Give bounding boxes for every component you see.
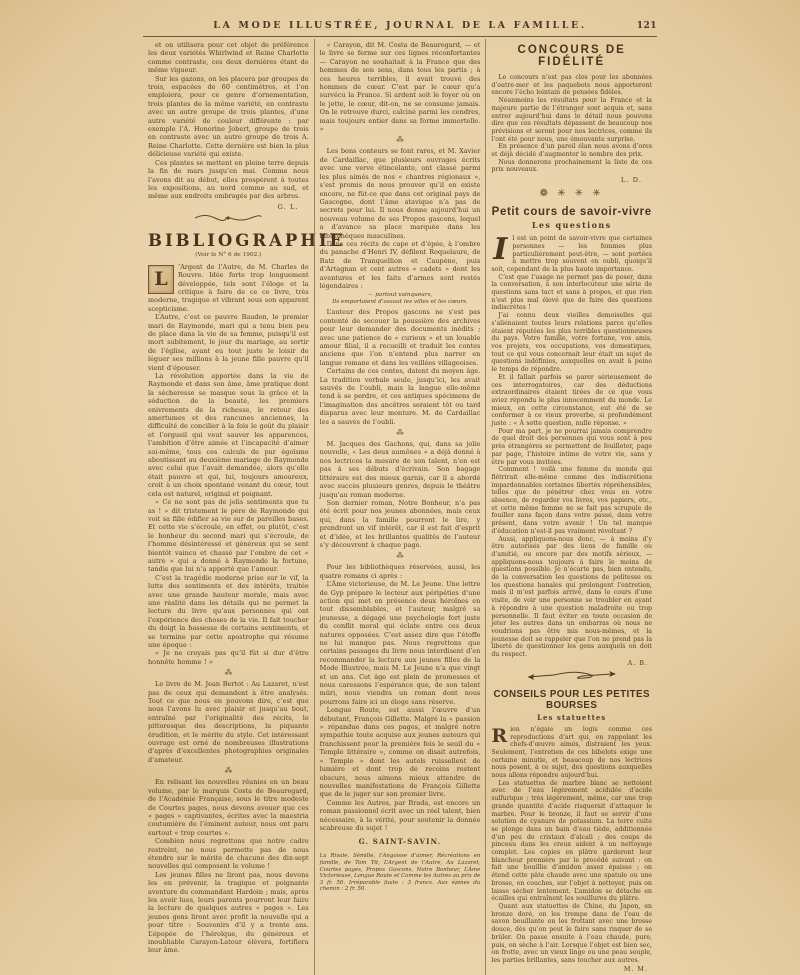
gardening-paragraph: Ces plantes se mettent en pleine terre depuis la fin de mars jusqu’en mai. Comme nous l’avons dit au début, elles prospèrent à toutes les expositions, au nord comme au sud, et même aux endroits ombragés par des arbres. [148, 158, 309, 201]
lead-text: ien n’égaie un logis comme ces reproductions d’art qui, en rappelant les chefs-d’œuvre aimés, distraient les yeux. Seulement, l’entretien de ces bibelots exige une certaine minutie, et beaucoup de nos lectrices nous posent, à ce sujet, des questions auxquelles nous allons répondre aujourd’hui. [491, 725, 653, 780]
savoir-vivre-paragraph: J’ai connu deux vieilles demoiselles qui s’aliénaient toutes leurs relations parce qu’elles étaient réputées les plus terribles questionneuses du pays. Votre famille, votre fortune, vos amis, vos projets, vos occupations, vos domestiques, tout ce qui vous concernait leur était un sujet de questions indéfinies, auxquelles on avait à peine le temps de répondre. [491, 312, 653, 374]
asterism-divider-icon: ⁂ [396, 551, 404, 561]
column-3 [485, 39, 657, 975]
courtes-pages-paragraph: Combien nous regrettons que notre cadre restreint, ne nous permette pas de nous étendre sur le mérite de chacune des dix-sept nouvelles qui composent le volume ! [148, 837, 309, 871]
asterism-divider-icon: ⁂ [396, 135, 404, 145]
flower-flourish-icon: ❁ ✳ ✳ ✳ [539, 188, 604, 200]
verse-line: Ils emportaient d’assaut les villes et les cœurs. [332, 299, 468, 306]
lead-text: ’Argent de l’Autre, de M. Charles de Rouvre. Idée forte trop longuement développée, tels sont l’éloge et la critique à faire de ce ce livre, très moderne, tragique et vibrant sous son apparent scepticisme. [148, 262, 309, 313]
savoir-vivre-paragraph: Et il fallait parfois se parer sérieusement de ces interrogatoires, car des déductions extraordinaires étaient tirées de ce que vous aviez répondu le plus innocemment du monde. Le mieux, en cette circonstance, eut été de se conformer à ce vieux proverbe, si profondément juste : « À sotte question, nulle réponse. » [491, 373, 653, 428]
savoir-vivre-paragraph: C’est que l’usage ne permet pas de poser, dans la conversation, à son interlocuteur une série de questions sans tact et sans à propos, et que rien n’est plus mal élevé que de faire des questions indiscrètes ! [491, 273, 653, 312]
bibliographie-paragraph: « Je ne croyais pas qu’il fût si dur d’être honnête homme ! » [148, 649, 309, 666]
dropcap-initial: R [491, 724, 508, 747]
gascons-paragraph: Les bons conteurs se font rares, et M. Xavier de Cardaillac, que plusieurs ouvrages écrits avec une verve étincelante, ont classé parmi les plus aimés de nos « chantres régionaux », s’est promis de nous prouver qu’il en existe encore, ne fût-ce que dans cet original pays de Gascogne, dont l’âme atavique n’a pas de secrets pour lui. Il nous donne aujourd’hui un nouveau volume de ses Propos gascons, lequel a d’avance sa place marquée dans les bibliothèques masculines. [319, 147, 481, 240]
courtes-pages-paragraph: En relisant les nouvelles réunies en un beau volume, par le marquis Costa de Beauregard, de l’Académie Française, sous le titre modeste de Courtes pages, nous devons avouer que ces « pages » captivantes, écrites avec la maestria coutumière de l’éminent auteur, nous ont paru surtout « trop courtes ». [148, 778, 309, 837]
savoir-vivre-paragraph: Aussi, appliquons-nous donc, — à moins d’y être autorisés par des liens de famille ou d’amitié, ou encore par des motifs sérieux, — appliquons-nous toujours à faire le moins de questions possible. Je n’écarte pas, bien entendu, de la conversation les questions de politesse ou les questions banales qui prolongent l’entretien, mais il m’est parfois arrivé, dans le cours d’une visite, de voir une personne se troubler en ayant à répondre à une question maladroite ou trop personnelle. Il faut éviter en toute occasion de jeter les autres dans un embarras où nous ne voudrions pas être mis nous-mêmes, et la jeunesse doit se rappeler que l’on ne prend pas la liberté de questionner les gens auxquels on doit du respect. [491, 535, 653, 659]
gascons-paragraph: L’auteur des Propos gascons ne s’est pas contenté de secouer la poussière des archives pour leur demander des documents inédits ; avec une patience de « curieux » et un louable amour filial, il a recueilli et traduit les contes anciens que l’on n’entend plus narrer en langue romane et dans les veillées villageoises. [319, 308, 481, 367]
gachons-paragraph: Son dernier roman, Notre Bonheur, n’a pas été écrit pour nos jeunes abonnées, mais ceux qui, dans la famille pourront le lire, y prendront un vif intérêt, car il est fait d’esprit et d’idée, et les brillantes qualités de l’auteur s’y découvrent à chaque page. [319, 498, 481, 549]
header-rule [143, 36, 657, 37]
bibliographie-paragraph: La révolution apportée dans la vie de Raymonde et dans son âme, âme pratique dont la sécheresse se masque sous la grâce et la séduction de la beauté, les premiers enivrements de la richesse, le retour des amertumes et des rancunes anciennes, la difficulté de concilier à la fois le goût du plaisir et l’orgueil qui veut sauver les apparences, l’ambition d’être aimée et l’incapacité d’aimer soi-même, tous ces calculs de pur égoïsme aboutissant au deuxième mariage de Raymonde avec celui que l’avait demandée, alors qu’elle était pauvre et qui, lui, toujours amoureux, croit à un choix spontané venant du cœur, tout cela est naturel, original et poignant. [148, 372, 309, 498]
column-2 [314, 39, 486, 975]
gachons-paragraph: M. Jacques des Gachons, qui, dans sa jolie nouvelle, « Les deux aumônes » a déjà donné à nos lectrices la mesure de son talent, n’en est pas à ses débuts d’écrivain. Son bagage littéraire est des mieux garnis, car il a abordé avec succès plusieurs genres, depuis le théâtre jusqu’au roman moderne. [319, 440, 481, 499]
savoir-vivre-heading: Petit cours de savoir-vivre [491, 206, 652, 219]
bourses-paragraph: Quant aux statuettes de Chine, du Japon, en bronze doré, on les trempe dans de l’eau de savon bouillante en les frottant avec une brosse douce, dès qu’on peut le faire sans risquer de se brûler. On passe ensuite à l’eau chaude, pure, puis, on sèche à l’air. Lorsque l’objet est bien sec, on frotte, avec un vieux linge ou une peau souple, les parties brillantes, sans toucher aux autres. [491, 902, 653, 964]
arrow-flourish-icon [524, 669, 620, 681]
concours-paragraph: En présence d’un pareil élan nous avons d’ores et déjà décidé d’augmenter le nombre des prix. [491, 143, 653, 159]
savoir-vivre-paragraph: Comment ! voilà une femme du monde qui flétrirait elle-même comme des indiscrétions impardonnables certaines libertés répréhensibles, telles que de pénétrer chez vous en votre absence, de regarder vos livres, vos papiers, etc., et cette même femme ne se fait pas scrupule de fouiller sans façon dans votre passé, dans votre présent, dans votre avenir ! Un tel manque d’éducation n’est-il pas vraiment révoltant ? [491, 466, 653, 535]
books-footnote: La Rivale, Sémille, l’Angoisse d’aimer, Récréations en famille, de Tom Tit, L’Argent de l’Autre, Au Lazaret, Courtes pages, Propos Gascons, Notre Bonheur, L’Âme Victorieuse, Longue Route et Comme les Autres au prix de 3 fr. 50. Irréparable faute : 3 francs. Aux épines du chemin : 2 fr. 50. [319, 853, 481, 893]
reserves-paragraph: Comme les Autres, par Brada, est encore un roman passionnel écrit avec un réel talent, bien nécessaire, à la vérité, pour soutenir la donnée scabreuse du sujet ! [319, 798, 481, 832]
dropcap-initial: L [148, 265, 174, 294]
verse-quote [320, 292, 481, 306]
reserves-paragraph: Longue Route, est aussi l’œuvre d’un débutant, François Gillette. Malgré la « passion » répandue dans ces pages, et malgré notre sympathie toute acquise aux jeunes auteurs qui franchissent pour la première fois le seuil du « Temple littéraire », comme on disait autrefois, « Temple » dont les autels ruissellent de lumière et dont trop de recoins restent obscurs, nous aimons mieux attendre de nouvelles manifestations de François Gillette que de le juger sur son premier livre. [319, 706, 481, 799]
column-1 [143, 39, 346, 975]
magazine-page [143, 20, 657, 975]
gascons-paragraph: Certains de ces contes, datent du moyen âge. La tradition verbale seule, jusqu’ici, les avait sauvés de l’oubli, mais la langue elle-même tend à se perdre, et ces antiques spécimens de l’imagination des ancêtres seraient tôt ou tard disparus avec leur monture. M. de Cardaillac les a sauvés de l’oubli. [319, 367, 481, 426]
signature: A. B. [627, 658, 649, 667]
masthead-title: LA MODE ILLUSTRÉE, JOURNAL DE LA FAMILLE. [213, 20, 587, 31]
asterism-divider-icon: ⁂ [396, 428, 404, 438]
savoir-vivre-paragraph: Pour ma part, je ne pourrai jamais comprendre de quel droit des personnes qui vous sont à peu près étrangères se permettent de feuilleter, page par page, l’histoire intime de votre vie, sans y être par vous invitées. [491, 427, 653, 466]
signature: M. M. [623, 964, 649, 973]
concours-paragraph: Néanmoins les résultats pour la France et la majeure partie de l’étranger sont acquis et, sans entrer aujourd’hui dans le détail nous pouvons dire que ces résultats dépassent de beaucoup nos prévisions et seront pour nos lectrices, comme ils l’ont été pour nous, une émouvante surprise. [491, 97, 653, 143]
bibliographie-paragraph: C’est la tragédie moderne prise sur le vif, la lutte des sentiments et des intérêts, traitée avec une grande hauteur morale, mais avec une réalité dans les détails qui ne permet la lecture du livre qu’aux personnes qui ont l’expérience des choses de la vie. Il fait toucher du doigt la bassesse de certains sentiments, et se termine par cette apostrophe qui résume une époque : [148, 573, 309, 649]
concours-paragraph: Nous donnerons prochainement la liste de ces prix nouveaux. [491, 158, 653, 174]
scroll-ornament-icon [193, 213, 263, 222]
reserves-paragraph: Pour les bibliothèques réservées, aussi, les quatre romans ci après : [319, 563, 481, 580]
savoir-vivre-subheading: Les questions [531, 220, 612, 231]
lead-text: l est un point de savoir-vivre que certaines personnes — les femmes plus particulièrement peut-être, — sont portées à mettre trop souvent en oubli, quoiqu’il soit, cependant de la plus haute importance. [491, 235, 653, 273]
concours-heading: CONCOURS DE FIDÉLITÉ [517, 44, 626, 68]
page-number: 121 [636, 21, 657, 31]
asterism-divider-icon: ⁂ [224, 766, 233, 776]
signature: G. SAINT-SAVIN. [358, 837, 442, 847]
bibliographie-note: (Voir le N° 6 de 1902.) [195, 251, 262, 258]
signature: L. D. [620, 176, 643, 185]
savoir-vivre-lead-paragraph [491, 232, 653, 274]
courtes-pages-paragraph: Les jeunes filles ne liront pas, nous devons les en prévenir, la tragique et poignante aventure du commandant Hardoin ; mais, après les avoir lues, leurs parents pourront leur faire la lecture de quelques autres « pages ». Les jeunes gens liront avec profit la nouvelle qui a pour titre : Souvenirs d’il y a trente ans. L’épopée de l’héroïque, du généreux et inoubliable Carayon-Latour élèvera, fortifiera leur âme. [148, 870, 309, 955]
gascons-paragraph: Dans ces récits de cape et d’épée, à l’ombre du panache d’Henri IV, défilent Roquelaure, de Batz de Tranquellion et Caupène, puis d’Artagnan et cent autres « cadets » dont les aventures et les faits d’armes sont restés légendaires : [319, 239, 481, 290]
bourses-heading: CONSEILS POUR LES PETITES BOURSES [493, 688, 650, 711]
masthead [143, 20, 657, 31]
concours-paragraph: Le concours n’est pas clos pour les abonnées d’outre-mer et les paquebots nous apporteront encore l’écho lointain de pensées fidèles. [491, 74, 653, 97]
column-layout [143, 39, 657, 975]
verse-line: — partout vainqueurs, [367, 292, 433, 299]
gardening-paragraph: et on utilisera pour cet objet de préférence les deux variétés Whirlwind et Reine Charlotte comme contraste, ces deux dernières étant de même vigueur. [148, 41, 309, 75]
bourses-paragraph: Les statuettes de marbre blanc se nettoient avec de l’eau légèrement acidulée d’acide sulfurique ; très légèrement, même, car une trop grande quantité d’acide risquerait d’attaquer le marbre. Pour le bronze, il faut se servir d’une solution de cyanure de potassium. La terre cuite se plonge dans un bain d’eau tiède, additionnée d’un peu de cristaux d’alcali ; des coups de pinceau dans les creux aident à un nettoyage complet. Les copies en plâtre garderont leur blancheur première par le procédé suivant : on fait une bouillie d’amidon assez épaisse ; on étend cette pâte chaude avec une spatule ou une brosse, en couches, sur l’objet à nettoyer, puis on laisse sécher lentement. L’amidon se détache en écailles qui entraînent les souillures du plâtre. [491, 779, 653, 903]
carayon-quote-paragraph: « Carayon, dit M. Costa de Beauregard, — et le livre se ferme sur ces lignes réconfortantes — Carayon ne souhaitait à la France que des hommes de son sens, dans tous les partis ; à ces heures terribles, il avait trouvé des hommes de cœur. C’est par le cœur qu’a survécu la France. Si ardent soit le foyer où on le jette, le cœur, dit-on, ne se consume jamais. On le retrouve durci, calciné parmi les cendres, mais toujours entier dans sa forme immortelle. » [319, 41, 481, 134]
asterism-divider-icon: ⁂ [224, 668, 233, 678]
dropcap-initial: I [493, 232, 508, 268]
bibliographie-paragraph: L’Autre, c’est ce pauvre Baudon, le premier mari de Raymonde, mari qui a tenu bien peu de place dans la vie de sa femme, puisqu’il est mort subitement, le jour du mariage, au sortir de l’église, ayant eu tout juste le loisir de léguer ses millions à la jeune fille pauvre qu’il vient d’épouser. [148, 313, 309, 372]
bibliographie-lead-paragraph [148, 263, 309, 313]
signature: G. L. [277, 202, 299, 211]
bourses-lead-paragraph [491, 726, 652, 780]
bourses-subheading: Les statuettes [537, 712, 607, 722]
bibliographie-paragraph: « Ce ne sont pas de jolis sentiments que tu as ! » dit tristement le père de Raymonde qui voit sa fille édifier sa vie sur de pareilles bases. Et cette vie s’écroule, en effet, ou plutôt, c’est le bonheur du second mari qui s’écroule, de l’homme désintéressé et généreux qui se sent bientôt vaincu et chassé par l’ombre de cet « autre » qui a donné à Raymonde la fortune, tandis que lui n’a apporté que l’amour. [148, 498, 309, 574]
gardening-paragraph: Sur les gazons, on les placera par groupes de trois, espacées de 60 centimètres, et l’on emploiera, pour ce genre d’ornementation, trois plantes de la même variété, en contraste avec un autre groupe de trois plantes, d’une autre variété de couleur différente : par exemple l’A. Honorine Jobert, groupe de trois en contraste avec un autre groupe de trois A. Reine Charlotte. Cette dernière est bien la plus délicieuse variété qui existe. [148, 74, 309, 159]
lazaret-paragraph: Le livre de M. Jean Bertot : Au Lazaret, n’est pas de ceux qui demandent à être analysés. Tout ce que nous en pouvons dire, c’est que nous l’avons lu avec plaisir et jusqu’au bout, entraîné par l’originalité des récits, le pittoresque des descriptions, la piquante érudition, et le mérite du style. Cet intéressant ouvrage est orné de nombreuses illustrations d’après d’excellentes photographies originales d’amateur. [148, 680, 309, 764]
reserves-paragraph: L’Âme victorieuse, de M. Le Jeune. Une lettre de Gyp prépare le lecteur aux péripéties d’une action qui met en présence deux héroïnes en tout dissemblables, et l’auteur, malgré sa jeunesse, a dégagé une psychologie fort juste du conflit moral qui éclate entre ces deux natures opposées. C’est assez dire que l’étoffe ne lui manque pas. Nous regrettons que certains passages du livre nous interdisent d’en recommander la lecture aux jeunes filles de la Mode Illustrée, mais M. Le Jeune n’a que vingt et un ans. Cet âge est plein de promesses et nous caressons l’espérance que, de son talent mûri, nous viendra un roman dont nous pourrons faire ici un éloge sans réserve. [319, 580, 481, 706]
bibliographie-heading: BIBLIOGRAPHIE [148, 230, 346, 250]
